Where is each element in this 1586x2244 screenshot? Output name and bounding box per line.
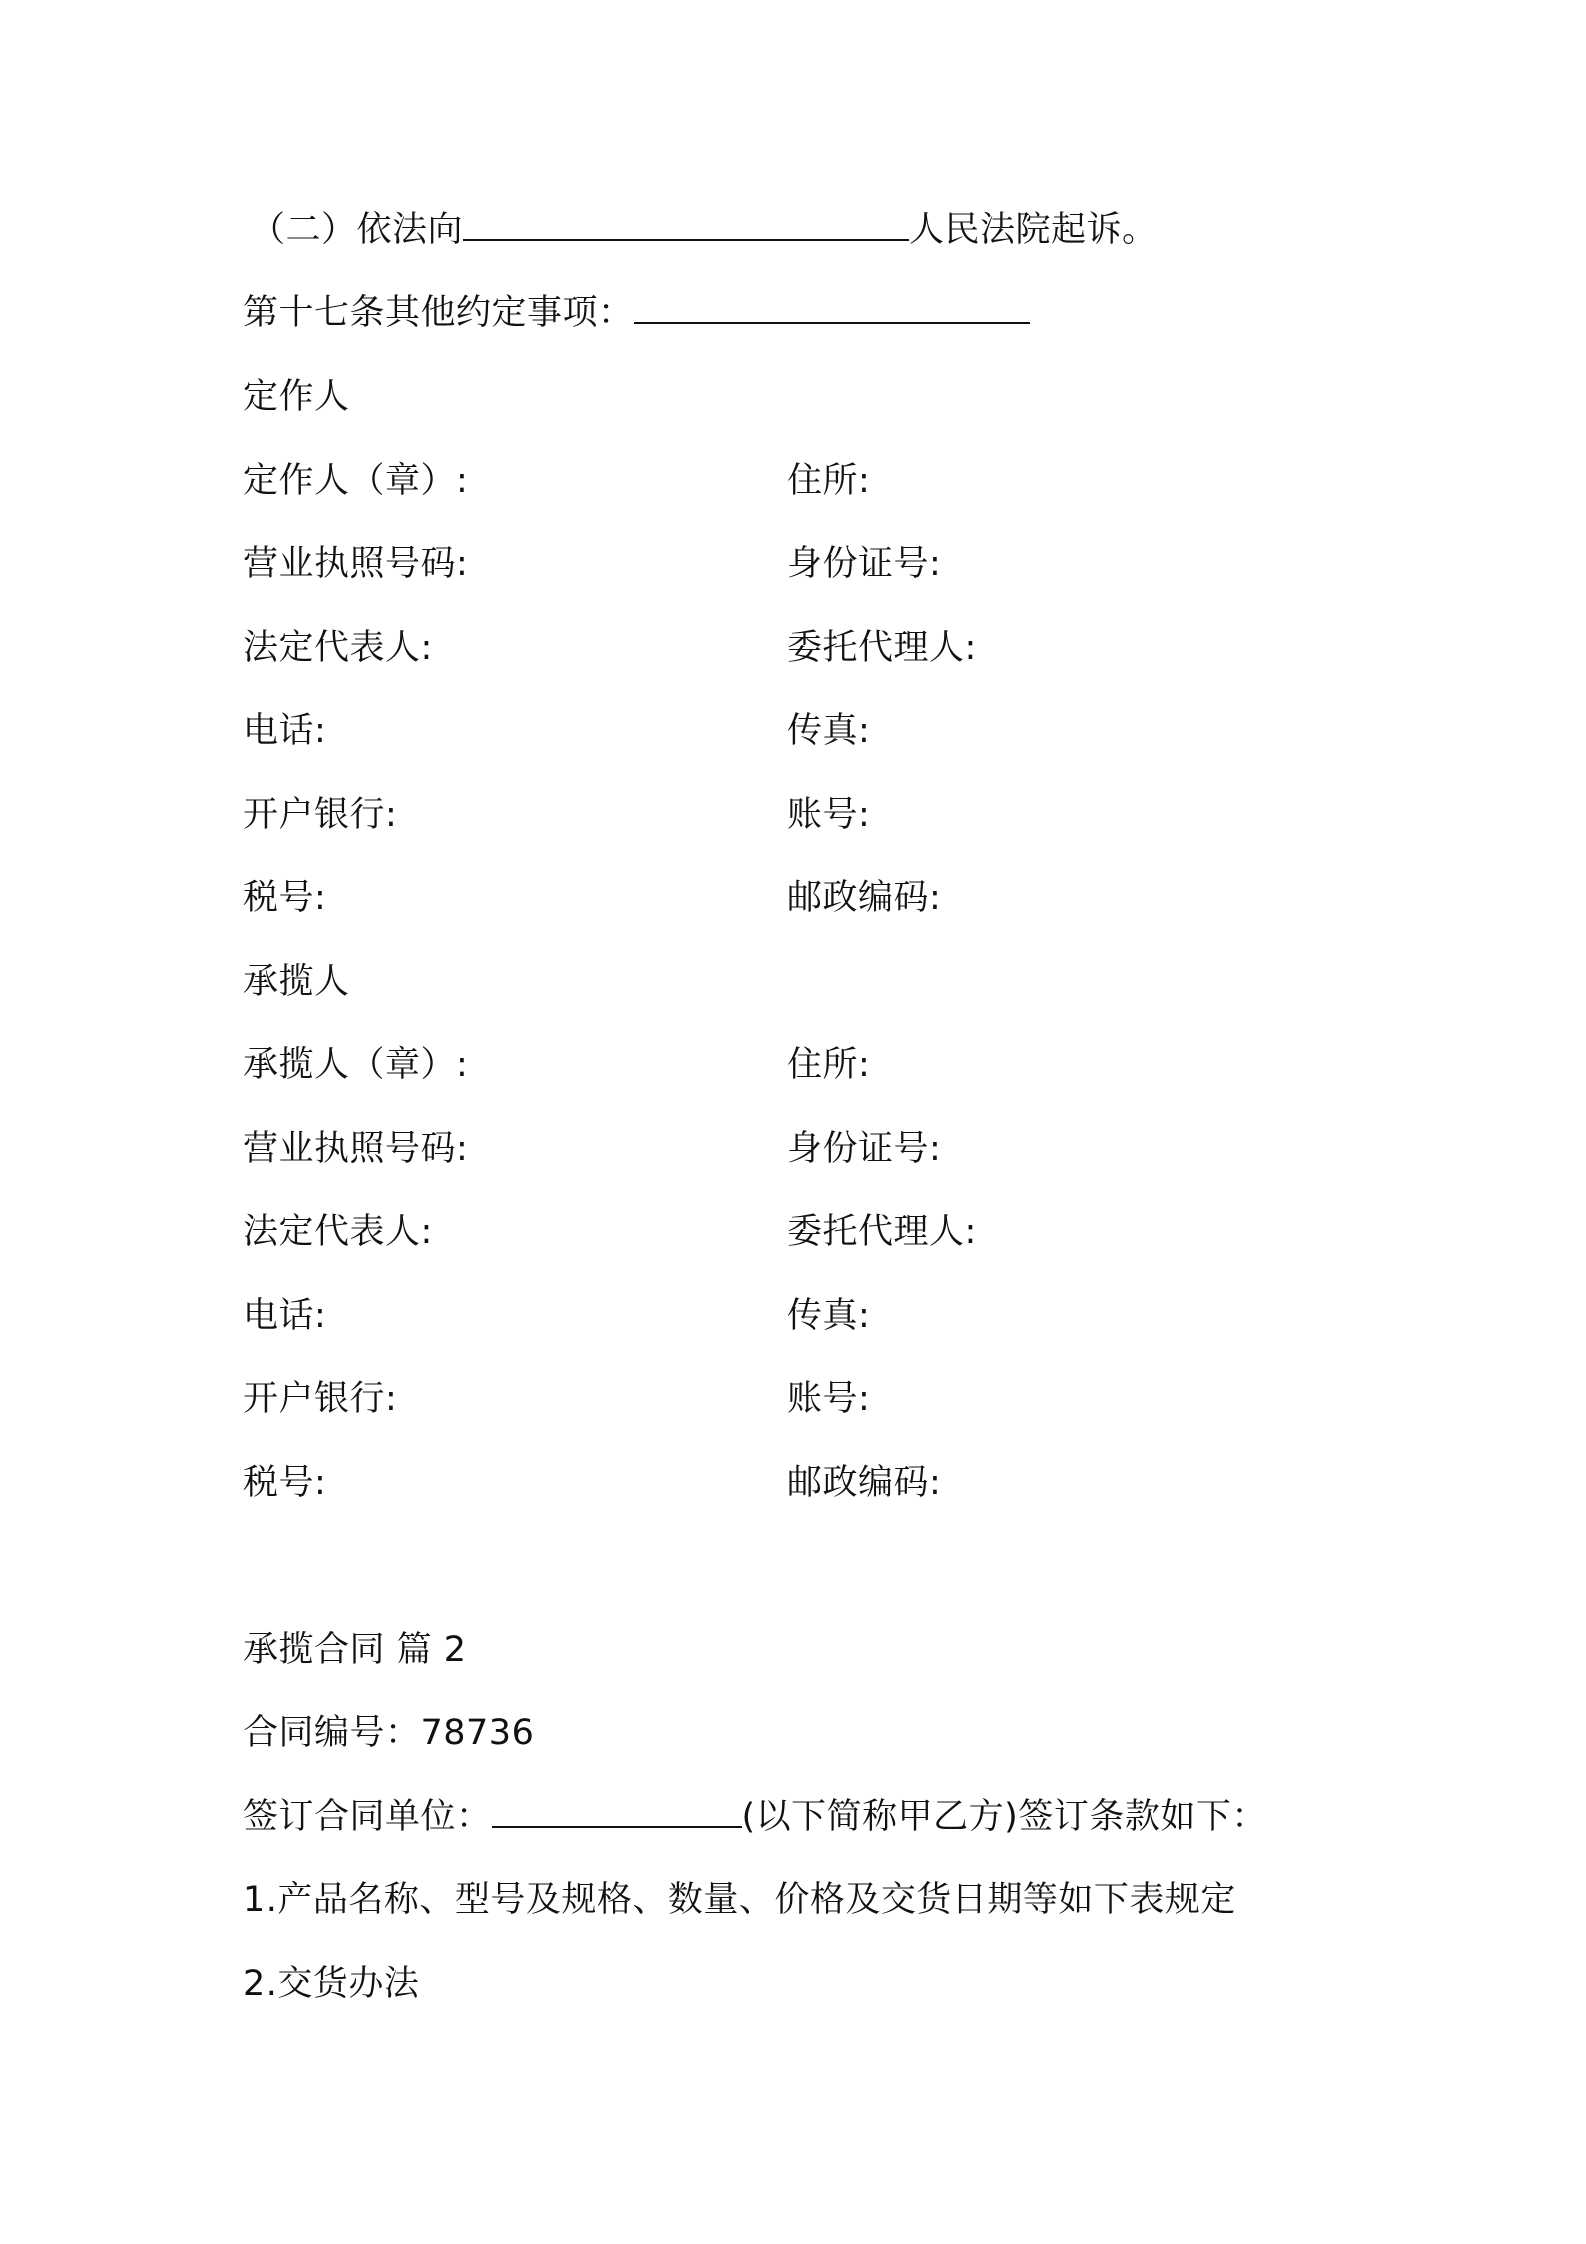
party-b-bank-label: 开户银行:: [243, 1379, 398, 1419]
party-a-seal-label: 定作人（章）:: [243, 461, 469, 501]
contract-2-signing-line: [243, 1794, 1267, 1840]
party-a-address-label: 住所:: [787, 461, 871, 501]
party-b-tax-label: 税号:: [243, 1463, 327, 1503]
party-a-bank-label: 开户银行:: [243, 795, 398, 835]
party-a-account-label: 账号:: [787, 795, 871, 835]
party-b-id-label: 身份证号:: [787, 1129, 942, 1169]
party-b-seal-label: 承揽人（章）:: [243, 1045, 469, 1085]
party-a-tax-label: 税号:: [243, 878, 327, 918]
other-matters-blank[interactable]: [634, 292, 1030, 324]
signing-prefix: 签订合同单位：: [243, 1797, 492, 1837]
signing-suffix: (以下简称甲乙方)签订条款如下：: [741, 1797, 1267, 1837]
party-b-heading: 承揽人: [243, 962, 350, 1002]
party-b-account-label: 账号:: [787, 1379, 871, 1419]
clause-16-item-2-suffix: 人民法院起诉。: [909, 210, 1158, 250]
party-a-legal-rep-label: 法定代表人:: [243, 628, 433, 668]
party-b-phone-label: 电话:: [243, 1296, 327, 1336]
party-a-id-label: 身份证号:: [787, 544, 942, 584]
clause-17: [243, 290, 1030, 336]
party-a-fax-label: 传真:: [787, 711, 871, 751]
signing-parties-blank[interactable]: [492, 1796, 742, 1828]
party-b-fax-label: 传真:: [787, 1296, 871, 1336]
party-b-license-label: 营业执照号码:: [243, 1129, 469, 1169]
contract-2-item-1: 1.产品名称、型号及规格、数量、价格及交货日期等如下表规定: [243, 1880, 1236, 1920]
party-b-agent-label: 委托代理人:: [787, 1212, 977, 1252]
contract-2-title: 承揽合同 篇 2: [243, 1630, 467, 1670]
party-b-address-label: 住所:: [787, 1045, 871, 1085]
party-a-heading: 定作人: [243, 377, 350, 417]
court-name-blank[interactable]: [463, 209, 909, 241]
party-b-legal-rep-label: 法定代表人:: [243, 1212, 433, 1252]
contract-2-item-2: 2.交货办法: [243, 1964, 420, 2004]
party-a-license-label: 营业执照号码:: [243, 544, 469, 584]
party-a-phone-label: 电话:: [243, 711, 327, 751]
clause-16-item-2-prefix: （二）依法向: [250, 210, 464, 250]
party-a-agent-label: 委托代理人:: [787, 628, 977, 668]
party-a-postcode-label: 邮政编码:: [787, 878, 942, 918]
clause-17-label: 第十七条其他约定事项：: [243, 293, 634, 333]
contract-2-number: 合同编号：78736: [243, 1713, 535, 1753]
clause-16-item-2: [250, 207, 1158, 253]
party-b-postcode-label: 邮政编码:: [787, 1463, 942, 1503]
